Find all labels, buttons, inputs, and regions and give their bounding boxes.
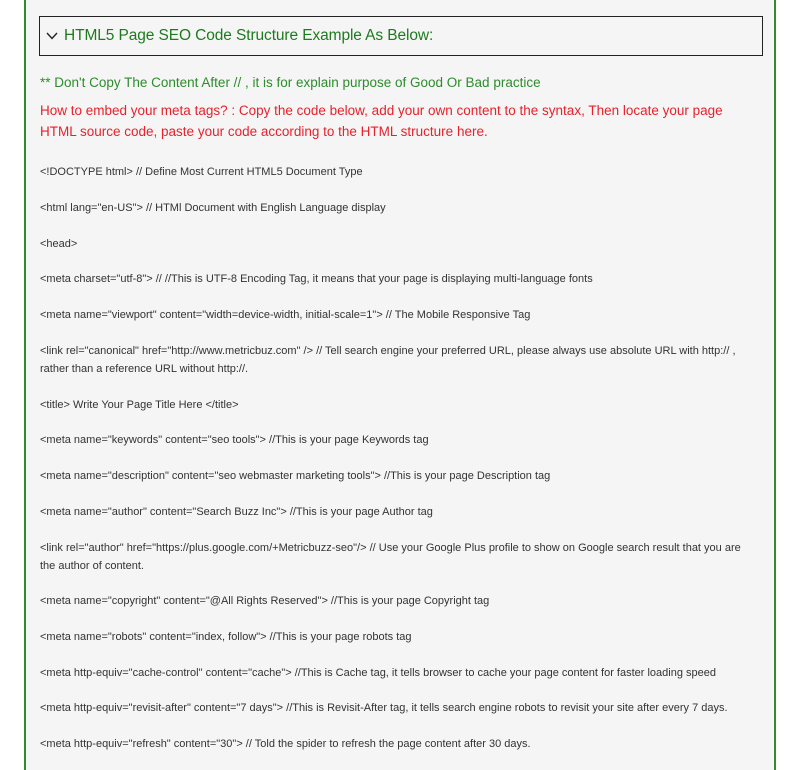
code-line-author: <meta name="author" content="Search Buzz Inc"> //This is your page Author tag — [40, 506, 433, 518]
code-line-author-link: <link rel="author" href="https://plus.google.com/+Metricbuzz-seo"/> // Use your Google Plus profile to show on Google search result that you are the author of content. — [40, 542, 741, 572]
code-line-head: <head> — [40, 238, 78, 250]
code-line-keywords: <meta name="keywords" content="seo tools"> //This is your page Keywords tag — [40, 434, 429, 446]
code-line-html: <html lang="en-US"> // HTMl Document with English Language display — [40, 202, 386, 214]
code-line-robots: <meta name="robots" content="index, follow"> //This is your page robots tag — [40, 631, 412, 643]
code-line-title: <title> Write Your Page Title Here </title> — [40, 399, 239, 411]
explain-note: ** Don't Copy The Content After // , it is for explain purpose of Good Or Bad practice — [40, 75, 541, 90]
chevron-down-icon[interactable] — [45, 29, 59, 43]
embed-instructions: How to embed your meta tags? : Copy the code below, add your own content to the syntax, Then locate your page HTML source code, paste your code according to the HTML structure here. — [40, 103, 723, 139]
code-line-copyright: <meta name="copyright" content="@All Rights Reserved"> //This is your page Copyright tag — [40, 595, 490, 607]
accordion-header[interactable] — [39, 16, 763, 56]
code-line-refresh: <meta http-equiv="refresh" content="30"> // Told the spider to refresh the page content after 30 days. — [40, 738, 531, 750]
code-line-description: <meta name="description" content="seo webmaster marketing tools"> //This is your page Description tag — [40, 470, 551, 482]
code-line-canonical: <link rel="canonical" href="http://www.metricbuz.com" /> // Tell search engine your preferred URL, please always use absolute URL with http:// , rather than a reference URL without http://. — [40, 345, 736, 375]
code-line-viewport: <meta name="viewport" content="width=device-width, initial-scale=1"> // The Mobile Responsive Tag — [40, 309, 531, 321]
content-panel — [24, 0, 776, 770]
code-line-cache-control: <meta http-equiv="cache-control" content="cache"> //This is Cache tag, it tells browser to cache your page content for faster loading speed — [40, 667, 716, 679]
code-line-doctype: <!DOCTYPE html> // Define Most Current HTML5 Document Type — [40, 166, 363, 178]
accordion-title: HTML5 Page SEO Code Structure Example As Below: — [64, 27, 434, 44]
code-line-charset: <meta charset="utf-8"> // //This is UTF-8 Encoding Tag, it means that your page is displaying multi-language fonts — [40, 273, 593, 285]
code-line-revisit-after: <meta http-equiv="revisit-after" content="7 days"> //This is Revisit-After tag, it tells search engine robots to revisit your site after every 7 days. — [40, 702, 728, 714]
